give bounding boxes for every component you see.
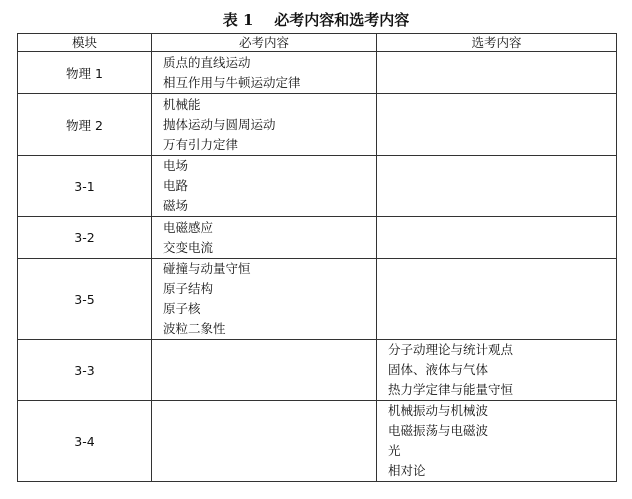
elective-item: 光 (388, 443, 401, 458)
module-cell: 3-3 (18, 340, 152, 401)
required-item: 抛体运动与圆周运动 (163, 116, 276, 132)
elective-item: 热力学定律与能量守恒 (388, 382, 514, 397)
elective-item: 机械振动与机械波 (388, 403, 489, 418)
table-row (18, 259, 617, 340)
required-item: 交变电流 (163, 239, 214, 255)
table-row (18, 94, 617, 156)
table-row (18, 52, 617, 94)
required-item: 相互作用与牛顿运动定律 (163, 74, 301, 90)
required-item: 原子结构 (163, 281, 214, 296)
elective-item: 固体、液体与气体 (388, 362, 489, 377)
required-item: 电场 (163, 158, 189, 173)
elective-cell (377, 259, 617, 340)
elective-cell (377, 156, 617, 217)
required-item: 磁场 (163, 198, 189, 213)
header-elective: 选考内容 (377, 34, 617, 52)
required-item: 原子核 (163, 301, 201, 316)
elective-item: 相对论 (388, 463, 426, 478)
elective-item: 分子动理论与统计观点 (388, 342, 514, 357)
module-cell: 3-4 (18, 401, 152, 482)
required-item: 机械能 (163, 96, 201, 112)
required-cell (152, 340, 377, 401)
required-item: 万有引力定律 (163, 136, 239, 152)
required-cell (152, 52, 377, 94)
required-item: 质点的直线运动 (163, 54, 251, 70)
module-cell: 3-5 (18, 259, 152, 340)
table-row (18, 340, 617, 401)
elective-item: 电磁振荡与电磁波 (388, 423, 489, 438)
required-item: 碰撞与动量守恒 (163, 261, 251, 276)
required-item: 电磁感应 (163, 219, 214, 235)
elective-cell (377, 52, 617, 94)
table-row (18, 401, 617, 482)
table-title: 表 1 必考内容和选考内容 (222, 11, 410, 29)
table-row (18, 217, 617, 259)
required-cell (152, 156, 377, 217)
module-cell: 物理 2 (18, 94, 152, 156)
module-cell: 物理 1 (18, 52, 152, 94)
required-item: 电路 (163, 178, 189, 193)
required-cell (152, 94, 377, 156)
elective-cell (377, 94, 617, 156)
module-cell: 3-1 (18, 156, 152, 217)
required-cell (152, 217, 377, 259)
elective-cell (377, 340, 617, 401)
module-cell: 3-2 (18, 217, 152, 259)
content-table (17, 33, 617, 482)
header-required: 必考内容 (152, 34, 377, 52)
header-module: 模块 (18, 34, 152, 52)
elective-cell (377, 217, 617, 259)
required-item: 波粒二象性 (163, 321, 226, 336)
required-cell (152, 401, 377, 482)
header-row (18, 34, 617, 52)
elective-cell (377, 401, 617, 482)
required-cell (152, 259, 377, 340)
table-row (18, 156, 617, 217)
